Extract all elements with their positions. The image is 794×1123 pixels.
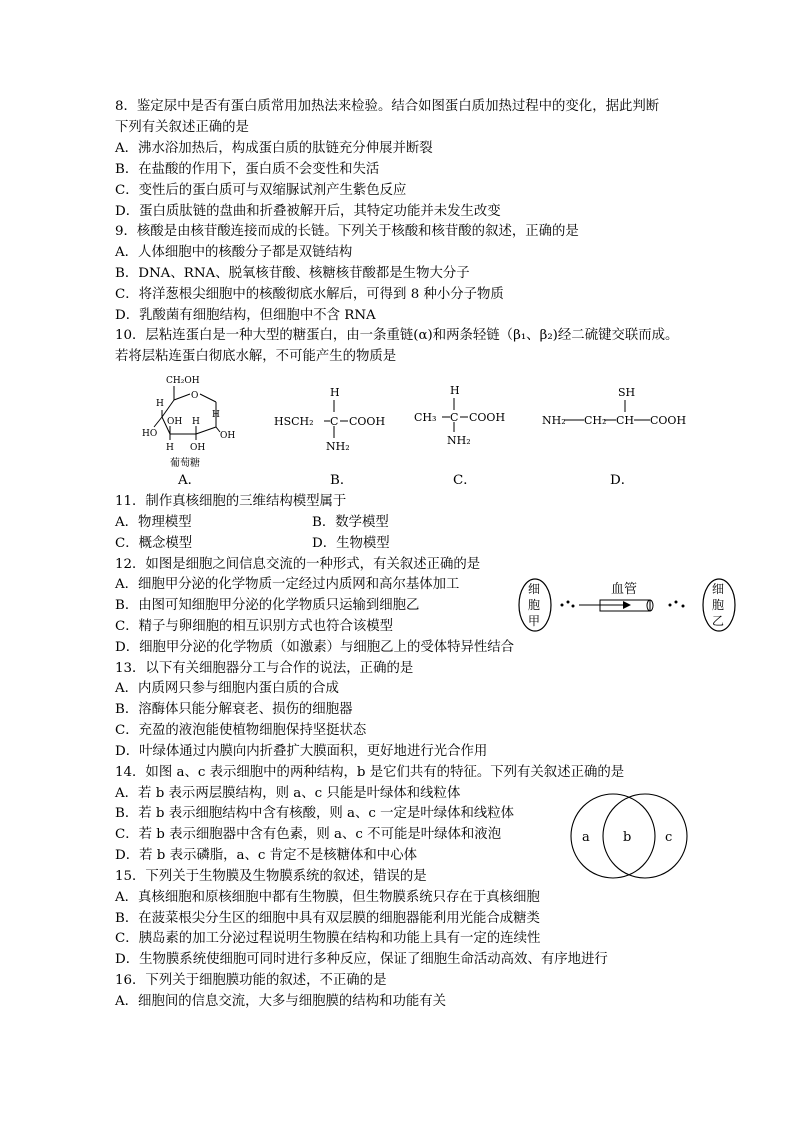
molecule-c-structure: [412, 382, 522, 452]
glucose-h2: H: [212, 410, 220, 420]
mol-d-cooh: COOH: [650, 414, 687, 427]
glucose-ho: HO: [142, 429, 158, 439]
venn-label-c: c: [665, 830, 673, 845]
venn-circle-right: [603, 794, 687, 878]
q10-label-c: C．: [453, 473, 477, 488]
q10-label-b: B．: [330, 473, 354, 488]
q9-option-c: C．将洋葱根尖细胞中的核酸彻底水解后，可得到 8 种小分子物质: [115, 287, 504, 302]
glucose-oh1: OH: [167, 417, 183, 427]
q9-stem: 9．核酸是由核苷酸连接而成的长链。下列关于核酸和核苷酸的叙述，正确的是: [115, 224, 579, 239]
glucose-name: 葡萄糖: [170, 458, 200, 469]
mol-b-left: HSCH₂: [274, 415, 314, 428]
q13-option-b: B．溶酶体只能分解衰老、损伤的细胞器: [115, 702, 353, 717]
glucose-h3: H: [192, 417, 200, 427]
q8-option-b: B．在盐酸的作用下，蛋白质不会变性和失活: [115, 162, 380, 177]
mol-d-sh: SH: [618, 386, 636, 399]
q13-stem: 13．以下有关细胞器分工与合作的说法，正确的是: [115, 661, 414, 676]
q11-option-d: D．生物模型: [312, 536, 390, 551]
glucose-oh2: OH: [220, 431, 236, 441]
q15-option-c: C．胰岛素的加工分泌过程说明生物膜在结构和功能上具有一定的连续性: [115, 931, 541, 946]
q14-option-c: C．若 b 表示细胞器中含有色素，则 a、c 不可能是叶绿体和液泡: [115, 827, 502, 842]
q13-option-d: D．叶绿体通过内膜向内折叠扩大膜面积，更好地进行光合作用: [115, 744, 488, 759]
glucose-h1: H: [156, 399, 164, 409]
q9-option-a: A．人体细胞中的核酸分子都是双链结构: [115, 245, 353, 260]
cell-b-char1: 细: [712, 582, 725, 596]
cell-b-char2: 胞: [712, 598, 725, 612]
q12-stem: 12．如图是细胞之间信息交流的一种形式，有关叙述正确的是: [115, 557, 481, 572]
cell-a-char2: 胞: [528, 598, 541, 612]
cell-signaling-figure: [515, 575, 740, 635]
q8-stem-cont: 下列有关叙述正确的是: [115, 120, 249, 135]
glucose-ch2oh: CH₂OH: [166, 376, 200, 386]
mol-b-c: C: [330, 415, 339, 428]
glucose-structure-figure: [140, 372, 240, 470]
q10-stem-cont: 若将层粘连蛋白彻底水解，不可能产生的物质是: [115, 349, 397, 364]
q15-stem: 15．下列关于生物膜及生物膜系统的叙述，错误的是: [115, 869, 427, 884]
mol-b-nh2: NH₂: [326, 440, 350, 453]
mol-d-ch2: CH₂: [584, 414, 607, 427]
q8-option-a: A．沸水浴加热后，构成蛋白质的肽链充分伸展并断裂: [115, 141, 433, 156]
q15-option-a: A．真核细胞和原核细胞中都有生物膜，但生物膜系统只存在于真核细胞: [115, 890, 540, 905]
q11-option-a: A．物理模型: [115, 515, 192, 530]
venn-label-b: b: [623, 830, 632, 845]
q10-label-d: D．: [610, 473, 635, 488]
molecule-b-structure: [272, 384, 392, 454]
venn-label-a: a: [582, 830, 590, 845]
q11-stem: 11．制作真核细胞的三维结构模型属于: [115, 494, 347, 509]
mol-c-nh2: NH₂: [447, 434, 471, 447]
q9-option-b: B．DNA、RNA、脱氧核苷酸、核糖核苷酸都是生物大分子: [115, 266, 470, 281]
q12-option-c: C．精子与卵细胞的相互识别方式也符合该模型: [115, 619, 394, 634]
q13-option-c: C．充盈的液泡能使植物细胞保持坚挺状态: [115, 723, 367, 738]
mol-c-left: CH₃: [414, 411, 437, 424]
q11-option-b: B．数学模型: [312, 515, 389, 530]
q13-option-a: A．内质网只参与细胞内蛋白质的合成: [115, 681, 339, 696]
q12-option-a: A．细胞甲分泌的化学物质一定经过内质网和高尔基体加工: [115, 577, 460, 592]
glucose-o: O: [191, 391, 199, 401]
mol-c-h: H: [450, 384, 460, 397]
cell-a-char3: 甲: [528, 614, 541, 628]
mol-d-ch: CH: [616, 414, 635, 427]
q14-option-d: D．若 b 表示磷脂，a、c 肯定不是核糖体和中心体: [115, 848, 417, 863]
q9-option-d: D．乳酸菌有细胞结构，但细胞中不含 RNA: [115, 308, 376, 323]
glucose-oh3: OH: [190, 443, 206, 453]
venn-diagram: [565, 790, 695, 882]
mol-b-right: COOH: [349, 415, 386, 428]
q10-label-a: A．: [178, 473, 202, 488]
arrow-head-icon: [623, 601, 631, 609]
mol-c-c: C: [450, 411, 459, 424]
q12-option-b: B．由图可知细胞甲分泌的化学物质只运输到细胞乙: [115, 598, 420, 613]
q12-option-d: D．细胞甲分泌的化学物质（如激素）与细胞乙上的受体特异性结合: [115, 640, 515, 655]
glucose-h4: H: [166, 443, 174, 453]
cell-a-char1: 细: [528, 582, 541, 596]
cell-b-char3: 乙: [712, 614, 725, 628]
q16-option-a: A．细胞间的信息交流，大多与细胞膜的结构和功能有关: [115, 994, 447, 1009]
mol-b-h: H: [330, 386, 340, 399]
q11-option-c: C．概念模型: [115, 536, 193, 551]
q14-option-a: A．若 b 表示两层膜结构，则 a、c 只能是叶绿体和线粒体: [115, 786, 461, 801]
molecule-d-structure: [542, 384, 702, 434]
q15-option-d: D．生物膜系统使细胞可同时进行多种反应，保证了细胞生命活动高效、有序地进行: [115, 952, 608, 967]
q15-option-b: B．在菠菜根尖分生区的细胞中具有双层膜的细胞器能利用光能合成糖类: [115, 911, 540, 926]
q14-stem: 14．如图 a、c 表示细胞中的两种结构，b 是它们共有的特征。下列有关叙述正确的是: [115, 765, 625, 780]
vessel-label: 血管: [611, 582, 638, 597]
q8-option-d: D．蛋白质肽链的盘曲和折叠被解开后，其特定功能并未发生改变: [115, 204, 501, 219]
mol-d-nh2: NH₂: [542, 414, 566, 427]
q14-option-b: B．若 b 表示细胞结构中含有核酸，则 a、c 一定是叶绿体和线粒体: [115, 806, 515, 821]
q8-option-c: C．变性后的蛋白质可与双缩脲试剂产生紫色反应: [115, 183, 407, 198]
q10-stem: 10．层粘连蛋白是一种大型的糖蛋白，由一条重链(α)和两条轻链（β₁、β₂)经二硫键交联而成。: [115, 328, 679, 343]
q16-stem: 16．下列关于细胞膜功能的叙述，不正确的是: [115, 973, 387, 988]
q8-stem: 8．鉴定尿中是否有蛋白质常用加热法来检验。结合如图蛋白质加热过程中的变化，据此判断: [115, 99, 660, 114]
mol-c-right: COOH: [469, 411, 506, 424]
